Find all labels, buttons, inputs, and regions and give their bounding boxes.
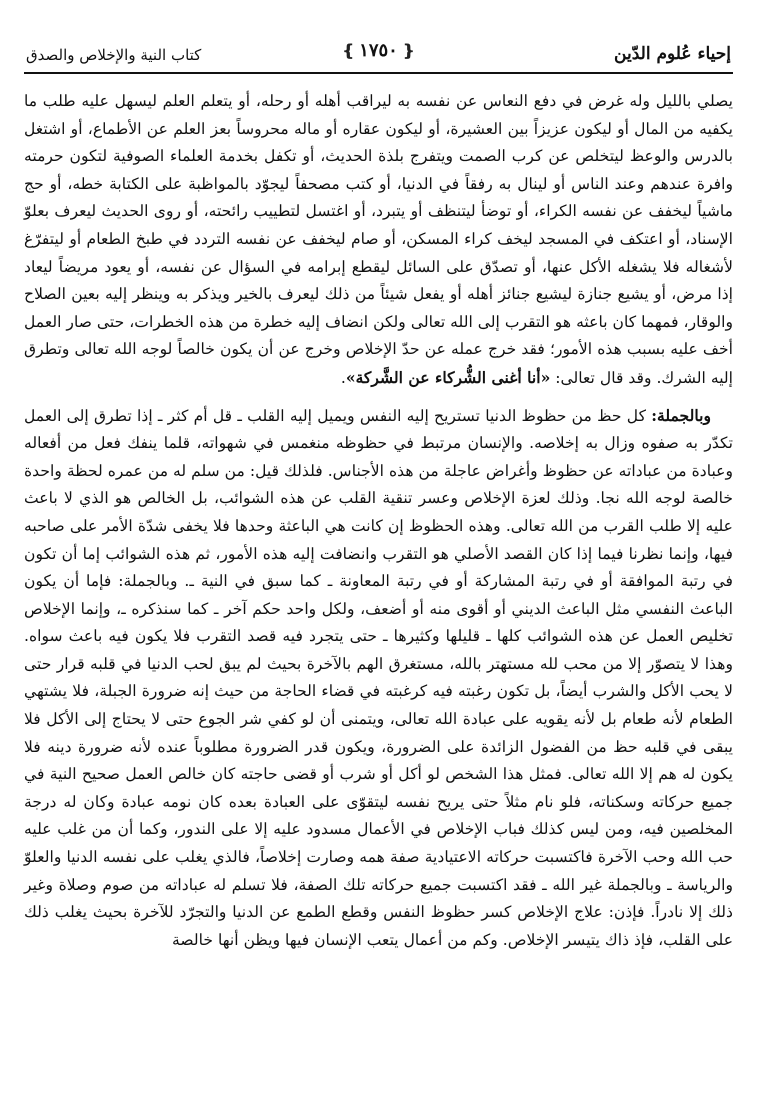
- book-page: [24, 28, 733, 1108]
- page-number-block: [338, 40, 419, 61]
- book-title: إحياء عُلوم الدّين: [614, 44, 731, 64]
- paragraph-text: كل حظ من حظوظ الدنيا تستريح إليه النفس ويميل إليه القلب ـ قل أم كثر ـ إذا تطرق إلى العمل تكدّر به صفوه وزال به إخلاصه. والإنسان مرتبط في حظوظه منغمس في شهواته، قلما ينفك فعل من أفعاله وعبادة من عباداته عن حظوظ وأغراض عاجلة من هذه الأجناس. فلذلك قيل: من سلم له من عمره لحظة واحدة خالصة لوجه الله نجا. وذلك لعزة الإخلاص وعسر تنقية القلب عن هذه الشوائب، بل الخالص هو الذي لا باعث عليه إلا طلب القرب من الله تعالى. وهذه الحظوظ إن كانت هي الباعثة وحدها فلا يخفى شدّة الأمر على صاحبه فيها، وإنما نظرنا فيما إذا كان القصد الأصلي هو التقرب وانضافت إليه هذه الأمور، ثم هذه الشوائب إما أن تكون في رتبة الموافقة أو في رتبة المشاركة أو في رتبة المعاونة ـ كما سبق في النية ـ. وبالجملة: فإما أن يكون الباعث النفسي مثل الباعث الديني أو أقوى منه أو أضعف، ولكل واحد حكم آخر ـ كما سنذكره ـ، وإنما الإخلاص تخليص العمل عن هذه الشوائب كلها ـ قليلها وكثيرها ـ حتى يتجرد فيه قصد التقرب فلا يكون فيه باعث سواه. وهذا لا يتصوّر إلا من محب لله مستهتر بالله، مستغرق الهم بالآخرة بحيث لم يبق لحب الدنيا في قلبه قرار حتى لا يحب الأكل والشرب أيضاً، بل تكون رغبته فيه كرغبته في قضاء الحاجة من حيث إنه ضرورة الجبلة، فلا يشتهي الطعام لأنه طعام بل لأنه يقويه على عبادة الله تعالى، ويتمنى أن لو كفي شر الجوع حتى لا يحتاج إلى الأكل فلا يبقى في قلبه حظ من الفضول الزائدة على الضرورة، ويكون قدر الضرورة مطلوباً عنده لأنه ضرورة دينه فلا يكون له هم إلا الله تعالى. فمثل هذا الشخص لو أكل أو شرب أو قضى حاجته كان خالص العمل صحيح النية في جميع حركاته وسكناته، فلو نام مثلاً حتى يريح نفسه ليتقوّى على العبادة بعده كان نومه عبادة وكان له درجة المخلصين فيه، ومن ليس كذلك فباب الإخلاص في الأعمال مسدود عليه إلا على الندور، وكما أن من غلب عليه حب الله وحب الآخرة فاكتسبت حركاته الاعتيادية صفة همه وصارت إخلاصاً، فالذي يغلب على نفسه الدنيا والعلوّ والرياسة ـ وبالجملة غير الله ـ فقد اكتسبت جميع حركاته تلك الصفة، فلا تسلم له عباداته من صوم وصلاة وغير ذلك إلا نادراً. فإذن: علاج الإخلاص كسر حظوظ النفس وقطع الطمع عن الدنيا والتجرّد للآخرة بحيث يغلب ذلك على القلب، فإذ ذاك يتيسر الإخلاص. وكم من أعمال يتعب الإنسان فيها ويظن أنها خالصة: [24, 406, 733, 949]
- page-number: ١٧٥٠: [359, 40, 398, 61]
- chapter-title: كتاب النية والإخلاص والصدق: [26, 46, 202, 64]
- paragraph-lead: وبالجملة:: [651, 405, 711, 425]
- paragraph: [24, 402, 733, 955]
- paragraph-text: يصلي بالليل وله غرض في دفع النعاس عن نفسه به ليراقب أهله أو رحله، أو يتعلم العلم ليسهل عليه طلب ما يكفيه من المال أو ليكون عزيزاً بين العشيرة، أو ليكون عقاره أو ماله محروساً بعز العلم عن الأطماع، أو اشتغل بالدرس والوعظ ليتخلص عن كرب الصمت ويتفرج بلذة الحديث، أو تكفل بخدمة العلماء الصوفية لتكون حرمته وافرة عندهم وعند الناس أو لينال به رفقاً في الدنيا، أو كتب مصحفاً ليجوّد بالمواظبة على الكتابة خطه، أو حج ماشياً ليخفف عن نفسه الكراء، أو توضأ ليتنظف أو يتبرد، أو اغتسل لتطييب رائحته، أو روى الحديث ليعرف بعلوّ الإسناد، أو اعتكف في المسجد ليخف كراء المسكن، أو صام ليخفف عن نفسه التردد في طبخ الطعام أو ليتفرّغ لأشغاله فلا يشغله الأكل عنها، أو تصدّق على السائل ليقطع إبرامه في السؤال عن نفسه، أو يعود مريضاً ليعاد إذا مرض، أو يشيع جنازة ليشيع جنائز أهله أو يفعل شيئاً من ذلك ليعرف بالخير ويذكر به وينظر إليه بعين الصلاح والوقار، فمهما كان باعثه هو التقرب إلى الله تعالى ولكن انضاف إليه خطرة من هذه الخطرات، حتى صار العمل أخف عليه بسبب هذه الأمور؛ فقد خرج عمله عن حدّ الإخلاص وخرج عن أن يكون خالصاً لوجه الله تعالى وتطرق إليه الشرك. وقد قال تعالى:: [24, 92, 733, 387]
- paragraph-text-end: .: [340, 368, 346, 387]
- quranic-quote: «أنا أغنى الشُّركاء عن الشَّركة»: [345, 367, 551, 387]
- ornament-right-icon: ❵: [401, 41, 416, 60]
- ornament-left-icon: ❴: [341, 41, 356, 60]
- body-text: [24, 88, 733, 954]
- paragraph: [24, 88, 733, 393]
- running-header: [24, 28, 733, 74]
